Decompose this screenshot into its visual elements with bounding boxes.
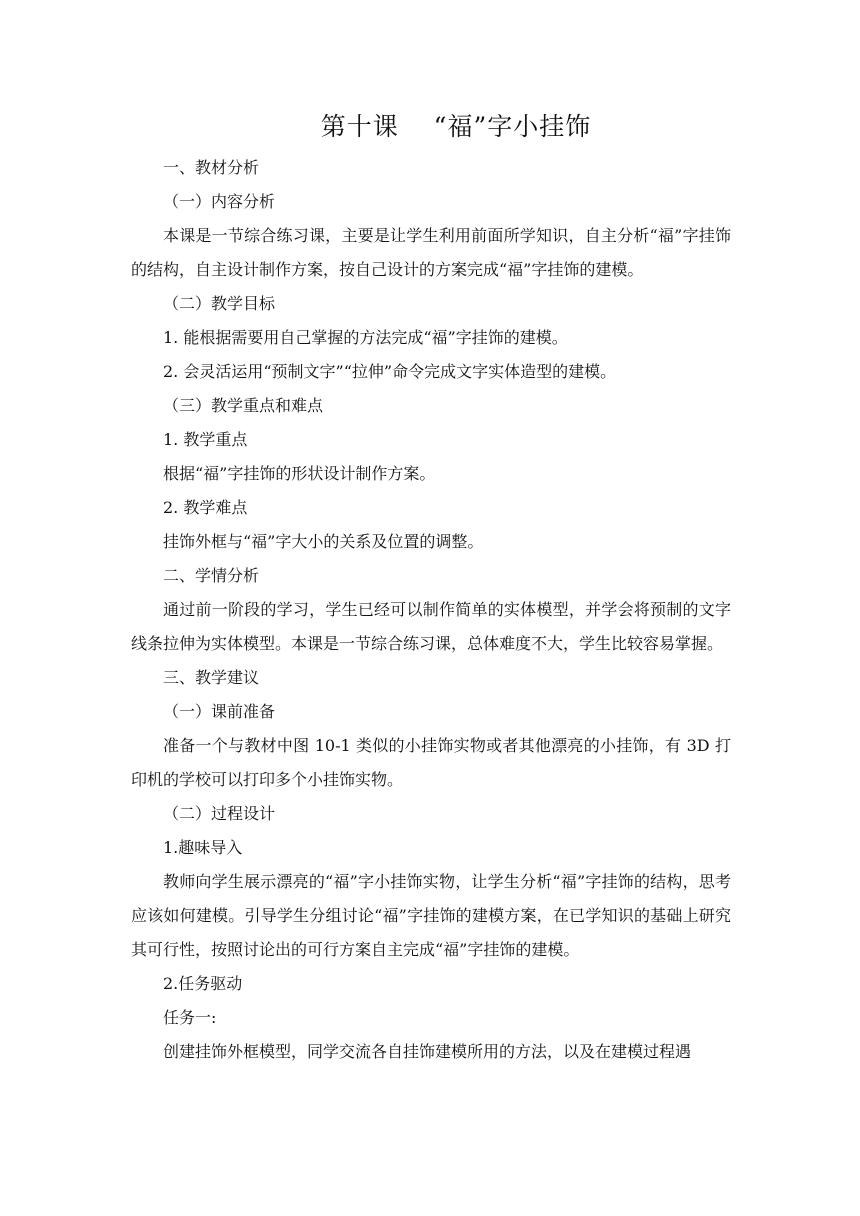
numbered-item: 2. 会灵活运用“预制文字”“拉伸”命令完成文字实体造型的建模。 — [163, 362, 617, 381]
subsection-heading: （二）教学目标 — [163, 294, 276, 313]
numbered-item: 1. 能根据需要用自己掌握的方法完成“福”字挂饰的建模。 — [163, 328, 568, 347]
document-body — [131, 151, 731, 1069]
paragraph: 创建挂饰外框模型，同学交流各自挂饰建模所用的方法，以及在建模过程遇 — [163, 1042, 692, 1061]
numbered-heading: 2.任务驱动 — [163, 974, 243, 993]
subsection-heading: （一）课前准备 — [163, 702, 276, 721]
section-heading: 二、学情分析 — [163, 566, 260, 585]
subsection-heading: （一）内容分析 — [163, 192, 276, 211]
paragraph: 通过前一阶段的学习，学生已经可以制作简单的实体模型，并学会将预制的文字线条拉伸为实体模型。本课是一节综合练习课，总体难度不大，学生比较容易掌握。 — [131, 600, 731, 653]
section-heading: 三、教学建议 — [163, 668, 260, 687]
subsection-heading: （三）教学重点和难点 — [163, 396, 324, 415]
document-title: 第十课 “福”字小挂饰 — [320, 112, 592, 141]
numbered-heading: 2. 教学难点 — [163, 498, 248, 517]
paragraph: 教师向学生展示漂亮的“福”字小挂饰实物，让学生分析“福”字挂饰的结构，思考应该如何建模。引导学生分组讨论“福”字挂饰的建模方案，在已学知识的基础上研究其可行性，按照讨论出的可行方案自主完成“福”字挂饰的建模。 — [131, 872, 731, 959]
paragraph: 根据“福”字挂饰的形状设计制作方案。 — [163, 464, 436, 483]
numbered-heading: 1.趣味导入 — [163, 838, 243, 857]
paragraph: 本课是一节综合练习课，主要是让学生利用前面所学知识，自主分析“福”字挂饰的结构，自主设计制作方案，按自己设计的方案完成“福”字挂饰的建模。 — [131, 226, 731, 279]
task-label: 任务一: — [163, 1008, 217, 1027]
section-heading: 一、教材分析 — [163, 158, 260, 177]
numbered-heading: 1. 教学重点 — [163, 430, 248, 449]
subsection-heading: （二）过程设计 — [163, 804, 276, 823]
paragraph: 准备一个与教材中图 10-1 类似的小挂饰实物或者其他漂亮的小挂饰，有 3D 打印机的学校可以打印多个小挂饰实物。 — [131, 736, 731, 789]
paragraph: 挂饰外框与“福”字大小的关系及位置的调整。 — [163, 532, 484, 551]
